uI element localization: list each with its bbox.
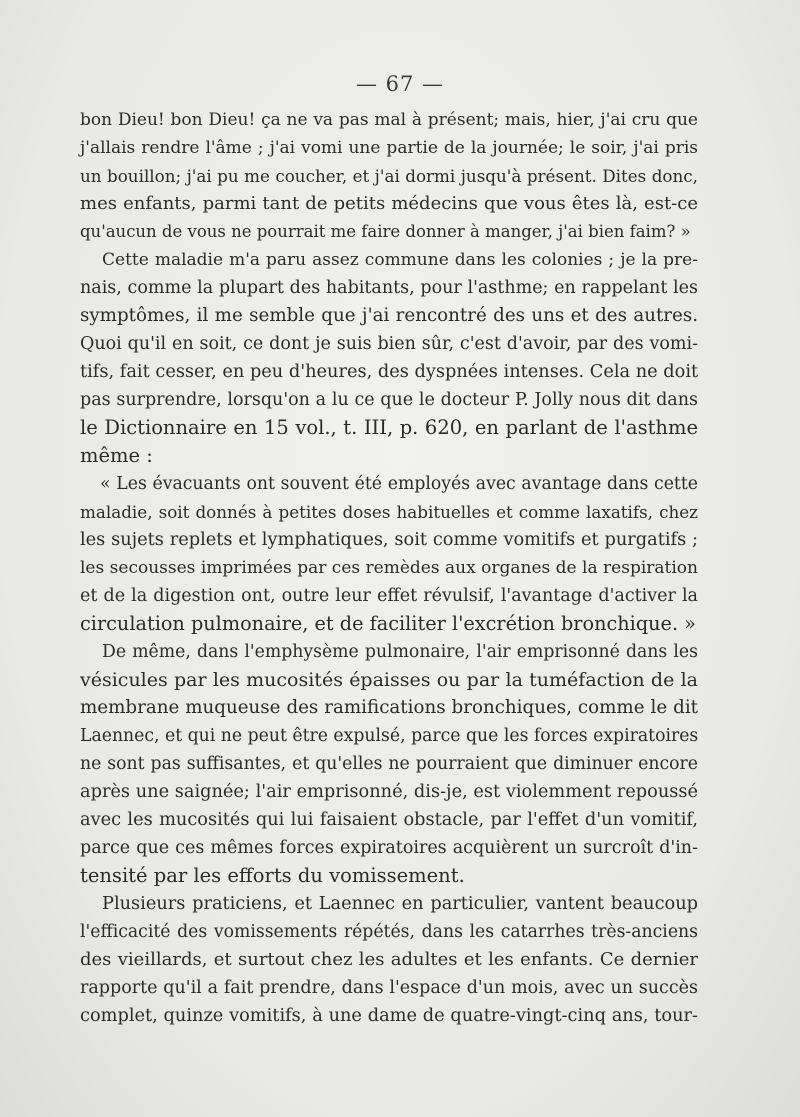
text-line: rapporte qu'il a fait prendre, dans l'espace d'un mois, avec un succès xyxy=(80,978,698,998)
text-line: vésicules par les mucosités épaisses ou par la tuméfaction de la xyxy=(80,669,698,691)
text-line: membrane muqueuse des ramifications bronchiques, comme le dit xyxy=(80,697,698,718)
text-line: bon Dieu! bon Dieu! ça ne va pas mal à présent; mais, hier, j'ai cru que xyxy=(80,110,698,130)
text-line: avec les mucosités qui lui faisaient obstacle, par l'effet d'un vomitif, xyxy=(80,810,698,830)
text-line: parce que ces mêmes forces expiratoires acquièrent un surcroît d'in- xyxy=(80,838,698,858)
text-line: complet, quinze vomitifs, à une dame de quatre-vingt-cinq ans, tour- xyxy=(80,1006,698,1026)
quote-line: les sujets replets et lymphatiques, soit comme vomitifs et purgatifs ; xyxy=(80,530,698,550)
paragraph-start-line: De même, dans l'emphysème pulmonaire, l'air emprisonné dans les xyxy=(102,642,698,662)
quote-line: maladie, soit donnés à petites doses habituelles et comme laxatifs, chez xyxy=(80,502,698,522)
quote-line: circulation pulmonaire, et de faciliter l'excrétion bronchique. » xyxy=(80,612,696,635)
paragraph-start-line: Cette maladie m'a paru assez commune dans les colonies ; je la pre- xyxy=(102,250,698,270)
text-line: mes enfants, parmi tant de petits médecins que vous êtes là, est-ce xyxy=(80,193,698,214)
paragraph-start-line: Plusieurs praticiens, et Laennec en particulier, vantent beaucoup xyxy=(102,894,698,914)
text-line: pas surprendre, lorsqu'on a lu ce que le docteur P. Jolly nous dit dans xyxy=(80,390,698,410)
text-line: nais, comme la plupart des habitants, pour l'asthme; en rappelant les xyxy=(80,278,698,298)
text-line: même : xyxy=(80,444,153,467)
body-text xyxy=(80,106,698,1030)
quote-line: et de la digestion ont, outre leur effet révulsif, l'avantage d'activer la xyxy=(80,586,698,606)
text-line: Laennec, et qui ne peut être expulsé, parce que les forces expiratoires xyxy=(80,726,699,746)
text-line: l'efficacité des vomissements répétés, dans les catarrhes très-anciens xyxy=(80,922,698,942)
text-line: après une saignée; l'air emprisonné, dis-je, est violemment repoussé xyxy=(80,782,698,802)
quote-start-line: « Les évacuants ont souvent été employés avec avantage dans cette xyxy=(100,474,698,494)
text-line: j'allais rendre l'âme ; j'ai vomi une partie de la journée; le soir, j'ai pris xyxy=(80,138,698,158)
text-line: tifs, fait cesser, en peu d'heures, des dyspnées intenses. Cela ne doit xyxy=(80,362,699,382)
text-line: symptômes, il me semble que j'ai rencontré des uns et des autres. xyxy=(80,305,698,326)
text-line: tensité par les efforts du vomissement. xyxy=(80,864,465,887)
page-number: — 67 — xyxy=(355,72,445,96)
text-line: ne sont pas suffisantes, et qu'elles ne pourraient que diminuer encore xyxy=(80,754,698,774)
text-line: le Dictionnaire en 15 vol., t. III, p. 620, en parlant de l'asthme xyxy=(80,416,698,439)
text-line: un bouillon; j'ai pu me coucher, et j'ai dormi jusqu'à présent. Dites donc, xyxy=(80,166,698,186)
text-line: Quoi qu'il en soit, ce dont je suis bien sûr, c'est d'avoir, par des vomi- xyxy=(80,334,698,354)
text-line: qu'aucun de vous ne pourrait me faire donner à manger, j'ai bien faim? » xyxy=(80,222,691,241)
quote-line: les secousses imprimées par ces remèdes aux organes de la respiration xyxy=(80,558,698,578)
text-line: des vieillards, et surtout chez les adultes et les enfants. Ce dernier xyxy=(80,949,698,970)
